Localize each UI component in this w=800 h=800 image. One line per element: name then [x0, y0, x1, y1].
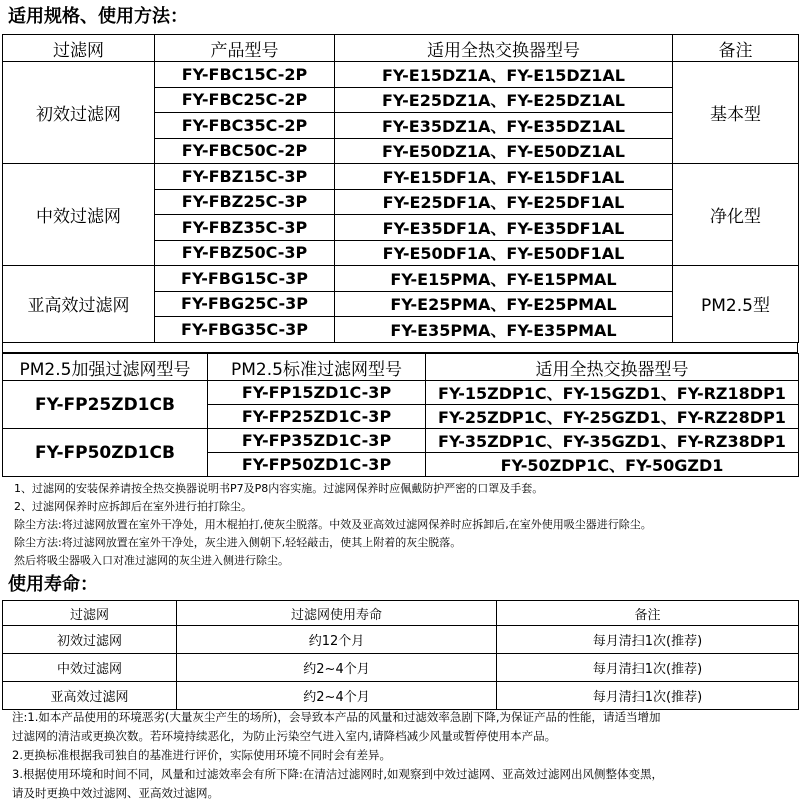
usage-note: 2、过滤网保养时应拆卸后在室外进行拍打除尘。 — [14, 500, 252, 513]
pm25-header-row — [3, 354, 799, 381]
life-duration: 约12个月 — [177, 626, 497, 654]
life-row — [3, 682, 799, 710]
pm25-table — [2, 353, 799, 477]
pm25-header-exchanger: 适用全热交换器型号 — [426, 354, 799, 381]
life-note: 每月清扫1次(推荐) — [497, 682, 799, 710]
pm25-standard-model: FY-FP35ZD1C-3P — [208, 429, 426, 453]
spec-note: 基本型 — [673, 62, 799, 164]
spec-title: 适用规格、使用方法： — [8, 6, 188, 27]
spec-note: 净化型 — [673, 164, 799, 266]
life-note: 每月清扫1次(推荐) — [497, 654, 799, 682]
spec-product-model: FY-FBC50C-2P — [155, 138, 335, 164]
footnote-line: 注:1.如本产品使用的环境恶劣(大量灰尘产生的场所)，会导致本产品的风量和过滤效率急剧下降,为保证产品的性能，请适当增加 — [12, 710, 661, 724]
spec-exchanger-model: FY-E15DZ1A、FY-E15DZ1AL — [335, 62, 673, 88]
spec-product-model: FY-FBC15C-2P — [155, 62, 335, 88]
life-duration: 约2~4个月 — [177, 654, 497, 682]
spec-exchanger-model: FY-E25PMA、FY-E25PMAL — [335, 291, 673, 317]
life-header-note: 备注 — [497, 601, 799, 626]
spec-filter-name: 初效过滤网 — [3, 62, 155, 164]
life-row — [3, 654, 799, 682]
pm25-enhanced-model: FY-FP25ZD1CB — [3, 381, 208, 429]
spec-header-note: 备注 — [673, 35, 799, 62]
spec-table — [2, 34, 799, 343]
spec-exchanger-model: FY-E35DZ1A、FY-E35DZ1AL — [335, 113, 673, 139]
life-header-life: 过滤网使用寿命 — [177, 601, 497, 626]
life-duration: 约2~4个月 — [177, 682, 497, 710]
pm25-standard-model: FY-FP50ZD1C-3P — [208, 453, 426, 477]
usage-note: 然后将吸尘器吸入口对准过滤网的灰尘进入侧进行除尘。 — [14, 554, 289, 567]
spec-header-exchanger: 适用全热交换器型号 — [335, 35, 673, 62]
spec-note: PM2.5型 — [673, 266, 799, 343]
spec-exchanger-model: FY-E25DZ1A、FY-E25DZ1AL — [335, 87, 673, 113]
pm25-standard-model: FY-FP15ZD1C-3P — [208, 381, 426, 405]
pm25-exchanger-model: FY-50ZDP1C、FY-50GZD1 — [426, 453, 799, 477]
spec-divider — [2, 343, 798, 353]
spec-product-model: FY-FBC35C-2P — [155, 113, 335, 139]
footnote-line: 3.根据使用环境和时间不同，风量和过滤效率会有所下降:在清洁过滤网时,如观察到中效过滤网、亚高效过滤网出风侧整体变黑， — [12, 767, 663, 781]
spec-product-model: FY-FBZ15C-3P — [155, 164, 335, 190]
spec-product-model: FY-FBZ25C-3P — [155, 189, 335, 215]
footnote-line: 2.更换标准根据我司独自的基准进行评价，实际使用环境不同时会有差异。 — [12, 748, 391, 762]
footnotes — [12, 708, 794, 800]
spec-filter-name: 亚高效过滤网 — [3, 266, 155, 343]
pm25-row — [3, 381, 799, 405]
spec-product-model: FY-FBG25C-3P — [155, 291, 335, 317]
spec-exchanger-model: FY-E50DF1A、FY-E50DF1AL — [335, 240, 673, 266]
spec-exchanger-model: FY-E35DF1A、FY-E35DF1AL — [335, 215, 673, 241]
spec-product-model: FY-FBZ35C-3P — [155, 215, 335, 241]
spec-product-model: FY-FBG15C-3P — [155, 266, 335, 292]
life-note: 每月清扫1次(推荐) — [497, 626, 799, 654]
spec-exchanger-model: FY-E15DF1A、FY-E15DF1AL — [335, 164, 673, 190]
life-header-row — [3, 601, 799, 626]
life-header-filter: 过滤网 — [3, 601, 177, 626]
life-filter-name: 中效过滤网 — [3, 654, 177, 682]
pm25-enhanced-model: FY-FP50ZD1CB — [3, 429, 208, 477]
pm25-exchanger-model: FY-35ZDP1C、FY-35GZD1、FY-RZ38DP1 — [426, 429, 799, 453]
life-filter-name: 亚高效过滤网 — [3, 682, 177, 710]
usage-note: 除尘方法:将过滤网放置在室外干净处，灰尘进入侧朝下,轻轻敲击，使其上附着的灰尘脱落。 — [14, 536, 462, 549]
pm25-header-enhanced: PM2.5加强过滤网型号 — [3, 354, 208, 381]
life-filter-name: 初效过滤网 — [3, 626, 177, 654]
spec-filter-name: 中效过滤网 — [3, 164, 155, 266]
spec-product-model: FY-FBC25C-2P — [155, 87, 335, 113]
usage-note: 除尘方法:将过滤网放置在室外干净处，用木棍拍打,使灰尘脱落。中效及亚高效过滤网保养时应拆卸后,在室外使用吸尘器进行除尘。 — [14, 518, 652, 531]
footnote-line: 过滤网的清洁或更换次数。若环境持续恶化，为防止污染空气进入室内,请降档减少风量或暂停使用本产品。 — [12, 729, 557, 743]
spec-product-model: FY-FBG35C-3P — [155, 317, 335, 343]
spec-header-row — [3, 35, 799, 62]
pm25-standard-model: FY-FP25ZD1C-3P — [208, 405, 426, 429]
pm25-header-standard: PM2.5标准过滤网型号 — [208, 354, 426, 381]
spec-exchanger-model: FY-E50DZ1A、FY-E50DZ1AL — [335, 138, 673, 164]
spec-exchanger-model: FY-E15PMA、FY-E15PMAL — [335, 266, 673, 292]
pm25-exchanger-model: FY-15ZDP1C、FY-15GZD1、FY-RZ18DP1 — [426, 381, 799, 405]
spec-header-model: 产品型号 — [155, 35, 335, 62]
spec-product-model: FY-FBZ50C-3P — [155, 240, 335, 266]
life-row — [3, 626, 799, 654]
pm25-row — [3, 429, 799, 453]
spec-row — [3, 62, 799, 88]
spec-row — [3, 266, 799, 292]
footnote-line: 请及时更换中效过滤网、亚高效过滤网。 — [12, 786, 219, 800]
spec-exchanger-model: FY-E25DF1A、FY-E25DF1AL — [335, 189, 673, 215]
life-title: 使用寿命： — [8, 574, 98, 595]
life-table — [2, 600, 799, 710]
usage-note: 1、过滤网的安装保养请按全热交换器说明书P7及P8内容实施。过滤网保养时应佩戴防护严密的口罩及手套。 — [14, 482, 544, 495]
spec-exchanger-model: FY-E35PMA、FY-E35PMAL — [335, 317, 673, 343]
spec-row — [3, 164, 799, 190]
usage-notes — [14, 480, 794, 570]
pm25-exchanger-model: FY-25ZDP1C、FY-25GZD1、FY-RZ28DP1 — [426, 405, 799, 429]
spec-header-filter: 过滤网 — [3, 35, 155, 62]
